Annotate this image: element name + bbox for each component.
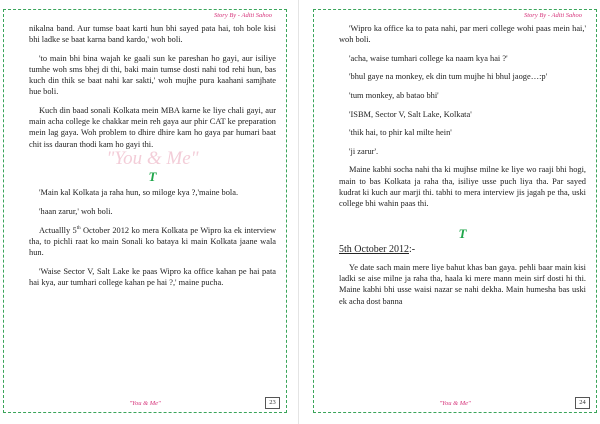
- left-page-header: Story By - Aditi Sahoo: [213, 12, 272, 19]
- paragraph: 'Waise Sector V, Salt Lake ke paas Wipro ka office kahan pe hai pata hai kya, aur tumhari college kahan pe hai ?,' maine pucha.: [29, 266, 276, 287]
- paragraph: 'to main bhi bina wajah ke gaali sun ke pareshan ho gayi, aur isiliye tumhe woh sms bhej di thi, baki main tumse dosti nahi tod rehi hun, bas kuch din thik se baat nahi kar sakti,' woh mujhe pura kaahani samjhate hue boli.: [29, 53, 276, 97]
- section-separator-icon: T: [458, 225, 467, 241]
- paragraph: 'thik hai, to phir kal milte hein': [349, 128, 452, 138]
- right-page: [313, 9, 597, 413]
- paragraph: 'tum monkey, ab batao bhi': [349, 90, 439, 100]
- page-gutter: [298, 0, 299, 424]
- left-page: [3, 9, 287, 413]
- watermark-title: "You & Me": [106, 148, 199, 170]
- section-date-heading: 5th October 2012:-: [339, 243, 416, 255]
- paragraph: Maine kabhi socha nahi tha ki mujhse milne ke liye wo raaji bhi hogi, main to bas Kolkata ja raha tha, isiliye usse puch liya tha. Par sayed kudrat ki kuch aur marji thi. tabhi to mera interview jis jagah pe tha, uski college bhi wahin paas thi.: [339, 165, 586, 208]
- right-page-footer: "You & Me": [439, 400, 471, 407]
- paragraph: nikalna band. Aur tumse baat karti hun bhi sayed pata hai, toh bole kisi bhi ladke se baat karna band kardo,' woh boli.: [29, 24, 276, 45]
- paragraph: 'acha, waise tumhari college ka naam kya hai ?': [349, 53, 508, 63]
- right-page-body: [339, 23, 586, 314]
- left-page-footer: "You & Me": [129, 400, 161, 407]
- section-separator-icon: T: [148, 169, 157, 185]
- paragraph: 'Wipro ka office ka to pata nahi, par meri college wohi paas mein hai,' woh boli.: [339, 24, 586, 45]
- right-page-header: Story By - Aditi Sahoo: [523, 12, 582, 19]
- page-number: 24: [575, 397, 590, 409]
- paragraph: 'haan zarur,' woh boli.: [39, 207, 113, 216]
- paragraph: Kuch din baad sonali Kolkata mein MBA karne ke liye chali gayi, aur main acha college ke chakkar mein reh gaya aur phir CAT ke preparation mein lag gaya. Woh problem to dhire dhire kam ho gaya par humari baat chit iss dauran thodi kam ho gayi thi.: [29, 106, 276, 149]
- paragraph: 'ISBM, Sector V, Salt Lake, Kolkata': [349, 109, 472, 119]
- paragraph: 'ji zarur'.: [349, 146, 379, 156]
- paragraph: Ye date sach main mere liye bahut khas ban gaya. pehli baar main kisi ladki se aise milne ja raha tha, haala ki mere mann mein sirf dosti hi thi. Maine kabhi bhi usse waisi nazar se nahi dekha. Main humesha bas uski ek acha dost banna: [339, 262, 586, 306]
- left-page-body: [29, 23, 276, 295]
- paragraph: 'Main kal Kolkata ja raha hun, so miloge kya ?,'maine bola.: [39, 188, 239, 198]
- paragraph: 'bhul gaye na monkey, ek din tum mujhe hi bhul jaoge…:p': [349, 72, 548, 82]
- page-number: 23: [265, 397, 280, 409]
- paragraph: Actuallly 5th October 2012 ko mera Kolkata pe Wipro ka ek interview tha, to pichli raat ko main Sonali ko bataya ki main Kolkata jaane wala hun.: [29, 225, 276, 257]
